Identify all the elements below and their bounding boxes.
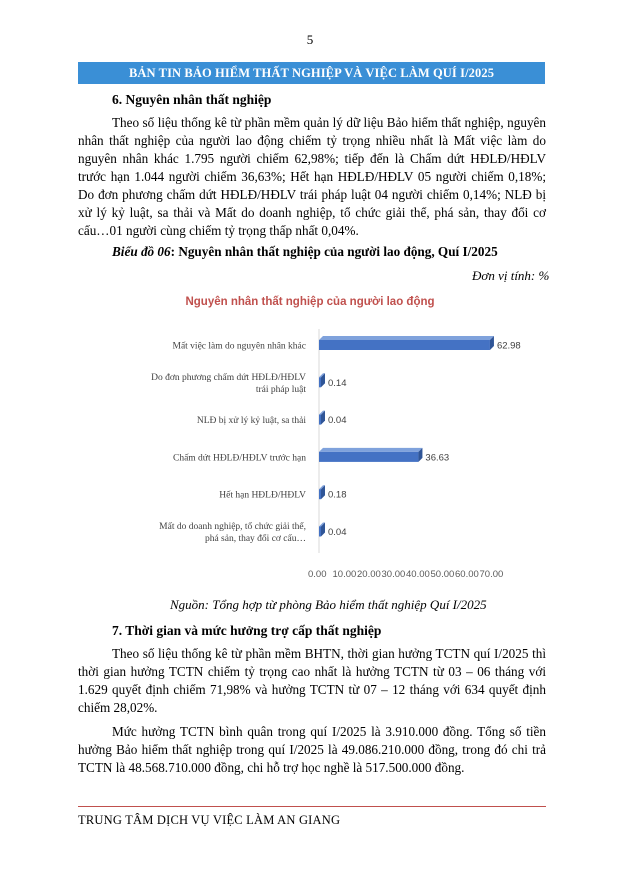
bar-top-face: [319, 336, 494, 340]
bar: [319, 485, 325, 499]
bar: [319, 336, 494, 350]
chart-source: Nguồn: Tổng hợp từ phòng Bảo hiểm thất nghiệp Quí I/2025: [170, 597, 487, 612]
bar-value-label: 36.63: [425, 452, 450, 464]
x-tick-label: 20.00: [357, 569, 381, 580]
bulletin-banner: BẢN TIN BẢO HIỂM THẤT NGHIỆP VÀ VIỆC LÀM QUÍ I/2025: [78, 62, 545, 84]
bar-front-face: [319, 489, 321, 499]
chart-title: Nguyên nhân thất nghiệp của người lao động: [185, 296, 435, 308]
category-label: Mất do doanh nghiệp, tổ chức giải thể,: [159, 522, 306, 532]
x-tick-label: 30.00: [381, 569, 406, 580]
bar-front-face: [319, 452, 418, 462]
x-tick-label: 0.00: [308, 569, 327, 580]
bar-front-face: [319, 340, 490, 350]
section-7-heading: 7. Thời gian và mức hưởng trợ cấp thất nghiệp: [112, 623, 382, 638]
bar: [319, 373, 325, 387]
section-6-heading: 6. Nguyên nhân thất nghiệp: [112, 92, 272, 107]
category-label: NLĐ bị xử lý kỷ luật, sa thải: [196, 416, 306, 427]
category-label: Do đơn phương chấm dứt HĐLĐ/HĐLV: [151, 372, 306, 383]
x-tick-label: 60.00: [455, 569, 479, 580]
footer-divider: [78, 806, 546, 807]
bar-value-label: 0.04: [328, 527, 347, 538]
chart-caption-label: Biểu đồ 06: [112, 244, 171, 259]
bar: [319, 523, 325, 537]
bar-value-label: 0.14: [328, 377, 347, 389]
category-label: phá sản, thay đổi cơ cấu…: [204, 534, 306, 544]
bar-value-label: 0.04: [328, 415, 347, 427]
category-label: trái pháp luật: [255, 384, 306, 395]
bar: [319, 411, 325, 425]
x-tick-label: 10.00: [332, 569, 357, 580]
x-tick-label: 70.00: [479, 569, 504, 580]
bar-chart: [78, 315, 546, 583]
page-number: 5: [306, 32, 314, 47]
section-7-paragraph-1: Theo số liệu thống kê từ phần mềm BHTN, thời gian hưởng TCTN quí I/2025 thì thời gian hưởng TCTN chiếm tỷ trọng cao nhất là hưởng TCTN từ 03 – 06 tháng với 1.629 quyết định chiếm 71,98% và hưởng TCTN từ 07 – 12 tháng với 634 quyết định chiếm 28,02%.: [78, 646, 546, 715]
bar-front-face: [319, 377, 321, 387]
bar-value-label: 0.18: [328, 489, 347, 501]
x-tick-label: 50.00: [430, 569, 455, 580]
x-tick-label: 40.00: [406, 569, 430, 580]
bar-front-face: [319, 527, 321, 537]
bar-front-face: [319, 415, 321, 425]
bar-top-face: [319, 448, 422, 452]
category-label: Chấm dứt HĐLĐ/HĐLV trước hạn: [172, 453, 306, 464]
chart-caption-text: : Nguyên nhân thất nghiệp của người lao động, Quí I/2025: [170, 244, 498, 259]
bar: [319, 448, 422, 462]
chart-caption: [112, 244, 498, 260]
unit-label: Đơn vị tính: %: [472, 268, 550, 283]
category-label: Mất việc làm do nguyên nhân khác: [172, 341, 306, 352]
category-label: Hết hạn HĐLĐ/HĐLV: [219, 490, 306, 501]
bar-value-label: 62.98: [496, 340, 521, 352]
footer-text: TRUNG TÂM DỊCH VỤ VIỆC LÀM AN GIANG: [78, 813, 341, 827]
section-6-paragraph: Theo số liệu thống kê từ phần mềm quản lý dữ liệu Bảo hiểm thất nghiệp, nguyên nhân thất nghiệp của người lao động chiếm tỷ trọng nhiều nhất là Mất việc làm do nguyên nhân khác 1.795 người chiếm 62,98%; tiếp đến là Chấm dứt HĐLĐ/HĐLV trước hạn 1.044 người chiếm 36,63%; Hết hạn HĐLĐ/HĐLV 05 người chiếm 0,18%; Do đơn phương chấm dứt HĐLĐ/HĐLV trái pháp luật 04 người chiếm 0,14%; NLĐ bị xử lý kỷ luật, sa thải và Mất do doanh nghiệp, tổ chức giải thể, phá sản, thay đổi cơ cấu…01 người cùng chiếm tỷ trọng thấp nhất 0,04%.: [78, 115, 546, 238]
section-7-paragraph-2: Mức hưởng TCTN bình quân trong quí I/2025 là 3.910.000 đồng. Tổng số tiền hưởng Bảo hiểm thất nghiệp trong quí I/2025 là 49.086.210.000 đồng, trong đó chi trả TCTN là 48.568.710.000 đồng, chi hỗ trợ học nghề là 517.500.000 đồng.: [78, 724, 546, 775]
